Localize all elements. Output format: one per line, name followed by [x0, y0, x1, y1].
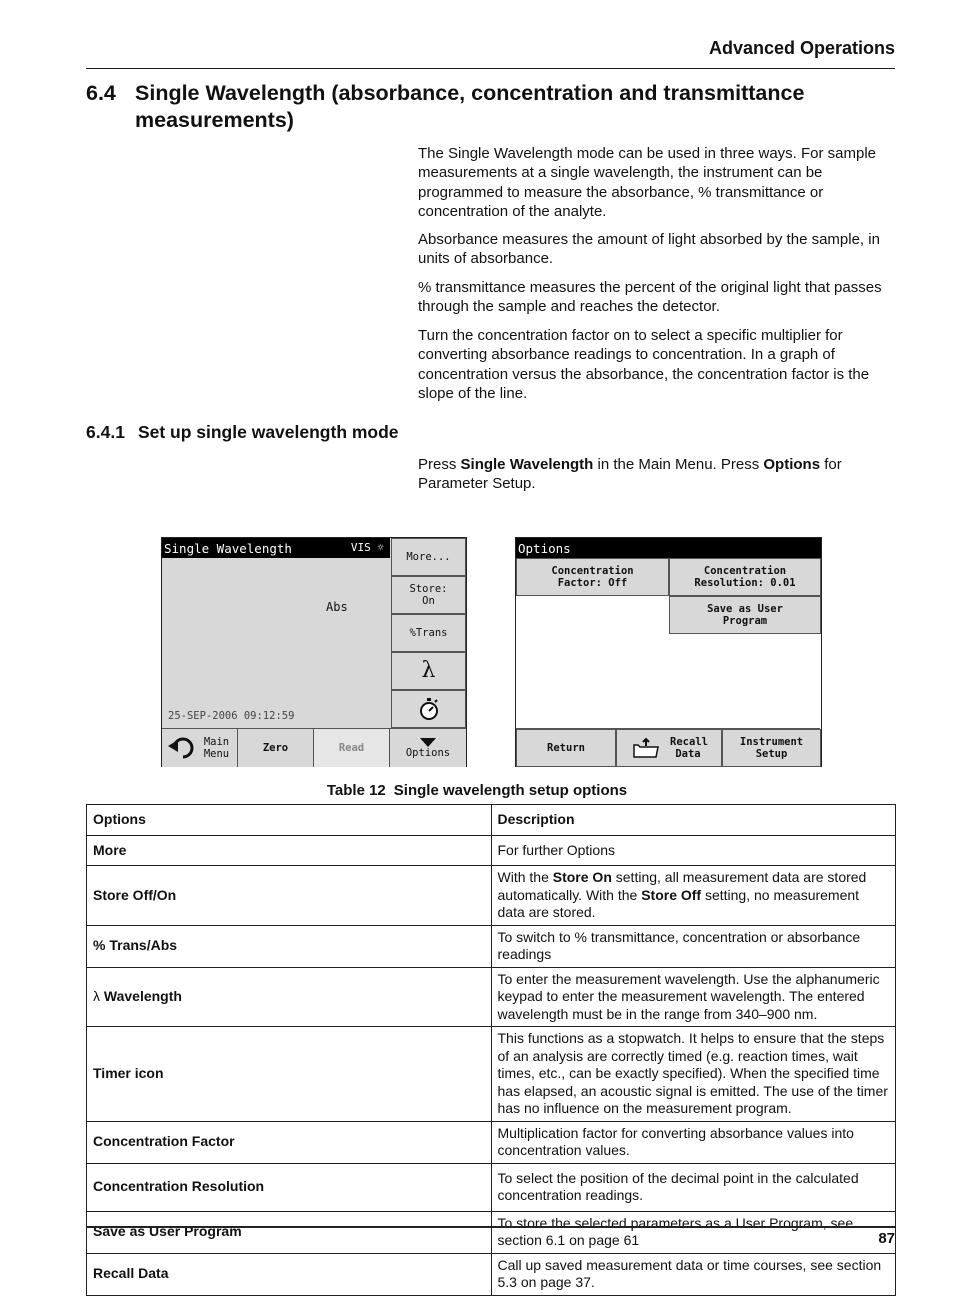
subsection-heading — [86, 422, 399, 443]
date-time: 25-SEP-2006 09:12:59 — [168, 710, 295, 722]
table-row — [87, 836, 896, 866]
description-cell: For further Options — [491, 836, 896, 866]
option-cell: Concentration Resolution — [87, 1163, 492, 1211]
recall-data-label: Recall Data — [670, 736, 708, 760]
header-cell: Options — [87, 805, 492, 836]
options-label: Options — [405, 746, 451, 759]
table-row — [87, 1253, 896, 1295]
bold-term: Store Off — [641, 886, 702, 903]
save-user-program-button[interactable]: Save as User Program — [669, 596, 821, 634]
triangle-down-icon — [420, 738, 436, 747]
options-button[interactable] — [390, 729, 466, 767]
return-button[interactable]: Return — [516, 729, 616, 767]
cross-reference-link[interactable]: section 5.3 on page 37 — [497, 1256, 882, 1290]
header-title: Advanced Operations — [708, 38, 895, 58]
page-header — [86, 38, 895, 69]
folder-icon — [632, 737, 660, 759]
bold-term: Store On — [552, 869, 612, 885]
option-label: Wavelength — [100, 988, 182, 1004]
table-row — [87, 1027, 896, 1122]
section-title: Single Wavelength (absorbance, concentration and transmittance measurements) — [135, 81, 805, 132]
text: . — [590, 1274, 595, 1290]
paragraph: The Single Wavelength mode can be used in three ways. For sample measurements at a single wavelength, the instrument can be programmed to measure the absorbance, % transmittance or concentration of the analyte. — [418, 145, 877, 220]
cross-reference-link[interactable]: section 6.1 on page 61 — [497, 1232, 640, 1248]
lambda-symbol: λ — [93, 988, 100, 1004]
section-number: 6.4 — [86, 81, 116, 105]
zero-button[interactable]: Zero — [238, 729, 314, 767]
option-cell: Timer icon — [87, 1027, 492, 1122]
description-cell: To select the position of the decimal point in the calculated concentration readings. — [491, 1163, 896, 1211]
more-button[interactable]: More... — [391, 538, 466, 576]
text: To store the selected parameters as a User Program, see — [497, 1214, 854, 1231]
footer-rule — [86, 1226, 895, 1228]
screen-title-bar — [516, 538, 821, 558]
text: setting, no measurement data are stored. — [497, 886, 860, 920]
lambda-icon: λ — [421, 658, 436, 683]
option-cell: % Trans/Abs — [87, 925, 492, 967]
description-cell: Multiplication factor for converting absorbance values into concentration values. — [491, 1121, 896, 1163]
option-cell: Concentration Factor — [87, 1121, 492, 1163]
screen-title-bar — [162, 538, 390, 558]
option-cell: More — [87, 836, 492, 866]
store-button[interactable]: Store: On — [391, 576, 466, 614]
instrument-setup-button[interactable]: Instrument Setup — [722, 729, 821, 767]
text: Press — [418, 456, 461, 473]
caption-number: Table 12 — [326, 782, 386, 799]
instruction-paragraph — [418, 455, 898, 494]
subsection-number: 6.4.1 — [86, 422, 125, 442]
option-cell: Recall Data — [87, 1253, 492, 1295]
option-cell — [87, 967, 492, 1027]
recall-data-button[interactable] — [616, 729, 722, 767]
main-menu-label: Main Menu — [203, 736, 230, 760]
sun-icon: ☼ — [377, 541, 384, 554]
table-row — [87, 866, 896, 926]
option-cell: Save as User Program — [87, 1211, 492, 1253]
paragraph: Turn the concentration factor on to select a specific multiplier for converting absorbance readings to concentration. In a graph of concentration versus the absorbance, the concentration factor is the slope of the line. — [418, 327, 870, 402]
description-cell: This functions as a stopwatch. It helps to ensure that the steps of an analysis are correctly timed (e.g. reaction times, wait times, etc., can be exactly specified). When the specified time has elapsed, an acoustic signal is emitted. The use of the timer has no influence on the measurement program. — [491, 1027, 896, 1122]
table-row — [87, 1163, 896, 1211]
vis-lamp-indicator — [351, 541, 384, 554]
vis-label: VIS — [350, 541, 371, 554]
concentration-factor-button[interactable]: Concentration Factor: Off — [516, 558, 669, 596]
text: With the — [497, 869, 553, 885]
table-row — [87, 1211, 896, 1253]
paragraph: % transmittance measures the percent of the original light that passes through the sample and reaches the detector. — [418, 279, 882, 316]
read-button[interactable]: Read — [314, 729, 390, 767]
subsection-title: Set up single wavelength mode — [137, 422, 399, 442]
trans-button[interactable]: %Trans — [391, 614, 466, 652]
caption-text: Single wavelength setup options — [393, 782, 628, 799]
options-screen — [515, 537, 822, 767]
description-cell: To switch to % transmittance, concentration or absorbance readings — [491, 925, 896, 967]
text: for Parameter Setup. — [418, 456, 842, 493]
text: setting, all measurement data are stored automatically. With the — [497, 869, 867, 903]
text: Call up saved measurement data or time courses, see — [497, 1256, 837, 1273]
back-arrow-icon — [168, 736, 196, 760]
timer-button[interactable] — [391, 690, 466, 728]
option-cell: Store Off/On — [87, 866, 492, 926]
table-caption — [0, 782, 954, 799]
table-row — [87, 1121, 896, 1163]
main-menu-button[interactable] — [162, 729, 238, 767]
screen-title: Single Wavelength — [164, 541, 292, 556]
concentration-resolution-button[interactable]: Concentration Resolution: 0.01 — [669, 558, 821, 596]
description-cell: To enter the measurement wavelength. Use the alphanumeric keypad to enter the measurement wavelength. The entered wavelength must be in the range from 340–900 nm. — [491, 967, 896, 1027]
wavelength-button[interactable] — [391, 652, 466, 690]
table-row — [87, 925, 896, 967]
bold-term: Single Wavelength — [460, 456, 594, 473]
table-row — [87, 967, 896, 1027]
bottom-button-bar — [162, 728, 466, 766]
setup-options-table — [86, 804, 896, 1296]
bold-term: Options — [763, 456, 821, 473]
description-cell — [491, 866, 896, 926]
description-cell — [491, 1211, 896, 1253]
abs-reading: Abs — [326, 600, 348, 614]
single-wavelength-screen — [161, 537, 467, 767]
screen-title: Options — [518, 541, 571, 556]
text: in the Main Menu. Press — [593, 456, 764, 473]
timer-icon — [418, 697, 440, 721]
bottom-button-bar — [516, 728, 820, 766]
table-header-row — [87, 805, 896, 836]
header-cell: Description — [491, 805, 896, 836]
paragraph: Absorbance measures the amount of light absorbed by the sample, in units of absorbance. — [418, 231, 880, 268]
page-number: 87 — [878, 1230, 895, 1247]
description-cell — [491, 1253, 896, 1295]
